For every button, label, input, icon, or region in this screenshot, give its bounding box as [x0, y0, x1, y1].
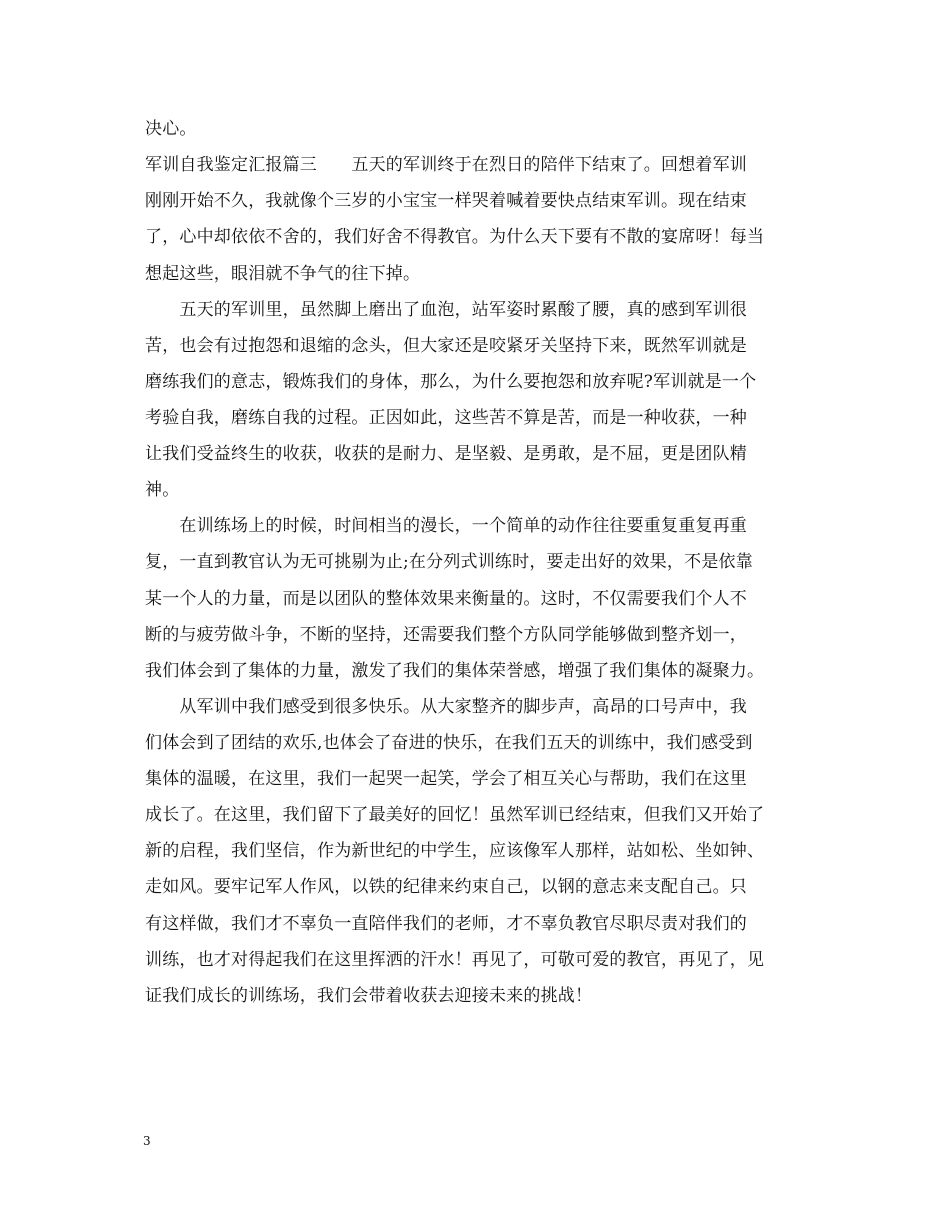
text-line: 考验自我，磨练自我的过程。正因如此，这些苦不算是苦，而是一种收获，一种 [145, 408, 747, 428]
text-line: 集体的温暖，在这里，我们一起哭一起笑，学会了相互关心与帮助，我们在这里 [145, 769, 747, 789]
text-line: 刚刚开始不久，我就像个三岁的小宝宝一样哭着喊着要快点结束军训。现在结束 [145, 191, 747, 211]
text-line: 苦，也会有过抱怨和退缩的念头，但大家还是咬紧牙关坚持下来，既然军训就是 [145, 336, 747, 356]
text-line: 新的启程，我们坚信，作为新世纪的中学生，应该像军人那样，站如松、坐如钟、 [145, 841, 765, 861]
text-line: 某一个人的力量，而是以团队的整体效果来衡量的。这时，不仅需要我们个人不 [145, 589, 747, 609]
text-line: 让我们受益终生的收获，收获的是耐力、是坚毅、是勇敢，是不屈，更是团队精 [145, 444, 747, 464]
text-line: 成长了。在这里，我们留下了最美好的回忆！虽然军训已经结束，但我们又开始了 [145, 805, 765, 825]
section-heading-line: 军训自我鉴定汇报篇三 五天的军训终于在烈日的陪伴下结束了。回想着军训 [145, 155, 747, 175]
text-line: 从军训中我们感受到很多快乐。从大家整齐的脚步声，高昂的口号声中，我 [145, 697, 747, 717]
text-line: 复，一直到教官认为无可挑剔为止;在分列式训练时，要走出好的效果，不是依靠 [145, 552, 753, 572]
text-line: 有这样做，我们才不辜负一直陪伴我们的老师，才不辜负教官尽职尽责对我们的 [145, 914, 747, 934]
text-line: 证我们成长的训练场，我们会带着收获去迎接未来的挑战！ [145, 986, 593, 1006]
text-line: 我们体会到了集体的力量，激发了我们的集体荣誉感，增强了我们集体的凝聚力。 [145, 661, 765, 681]
text-line: 了，心中却依依不舍的，我们好舍不得教官。为什么天下要有不散的宴席呀！每当 [145, 227, 765, 247]
text-line: 磨练我们的意志，锻炼我们的身体，那么，为什么要抱怨和放弃呢?军训就是一个 [145, 372, 757, 392]
text-line: 训练，也才对得起我们在这里挥洒的汗水！再见了，可敬可爱的教官，再见了，见 [145, 950, 765, 970]
text-line: 神。 [145, 480, 180, 500]
text-line: 决心。 [145, 119, 197, 139]
text-line: 们体会到了团结的欢乐,也体会了奋进的快乐，在我们五天的训练中，我们感受到 [145, 733, 753, 753]
page-number: 3 [143, 1134, 151, 1148]
text-line: 想起这些，眼泪就不争气的往下掉。 [145, 264, 421, 284]
text-line: 断的与疲劳做斗争，不断的坚持，还需要我们整个方队同学能够做到整齐划一， [145, 625, 747, 645]
text-line: 在训练场上的时候，时间相当的漫长，一个简单的动作往往要重复重复再重 [145, 516, 747, 536]
text-line: 走如风。要牢记军人作风，以铁的纪律来约束自己，以钢的意志来支配自己。只 [145, 877, 747, 897]
text-line: 五天的军训里，虽然脚上磨出了血泡，站军姿时累酸了腰，真的感到军训很 [145, 300, 747, 320]
